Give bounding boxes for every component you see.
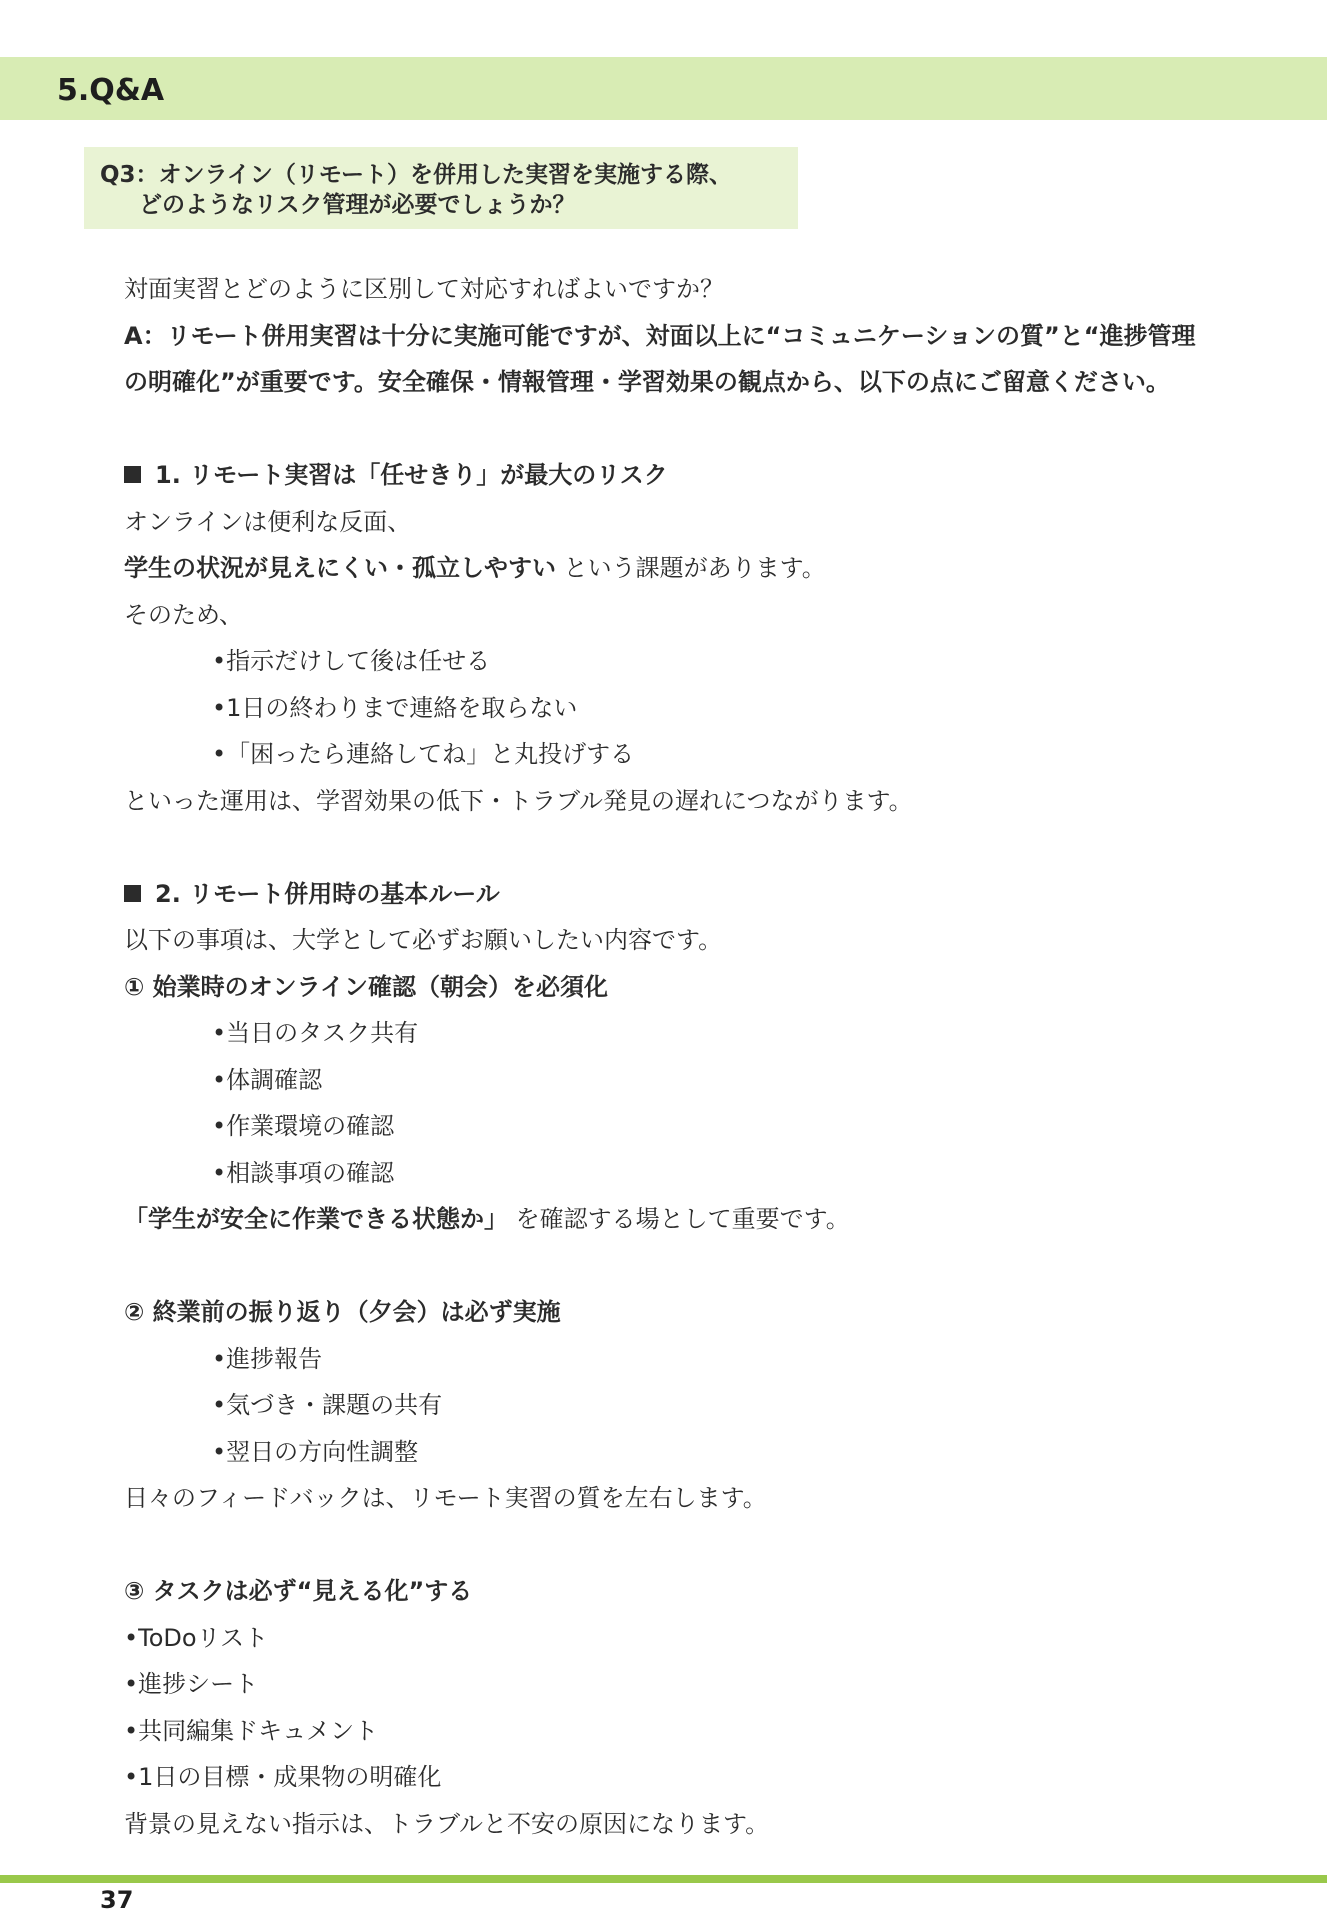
section1-bullet: •1日の終わりまで連絡を取らない [212,694,578,722]
section2-heading: 2. リモート併用時の基本ルール [124,878,500,910]
answer-line-2: の明確化”が重要です。安全確保・情報管理・学習効果の観点から、以下の点にご留意ください。 [124,368,1170,396]
square-bullet-icon [124,466,141,483]
rule2-note: 日々のフィードバックは、リモート実習の質を左右します。 [124,1484,767,1512]
question-line-1: Q3：オンライン（リモート）を併用した実習を実施する際、 [100,162,732,188]
section1-paragraph-1: オンラインは便利な反面、 [124,508,412,536]
section-header-band [0,57,1327,120]
section1-paragraph-3: そのため、 [124,601,244,629]
section1-heading: 1. リモート実習は「任せきり」が最大のリスク [124,459,668,491]
rule2-bullet: •気づき・課題の共有 [212,1391,443,1419]
rule3-bullet: •1日の目標・成果物の明確化 [124,1763,442,1791]
rule3-bullet: •共同編集ドキュメント [124,1717,379,1745]
rule2-title: ② 終業前の振り返り（夕会）は必ず実施 [124,1298,561,1326]
question-line-2: どのようなリスク管理が必要でしょうか？ [139,192,576,218]
section1-bullet: •指示だけして後は任せる [212,647,491,675]
intro-question: 対面実習とどのように区別して対応すればよいですか？ [124,275,724,303]
answer-line-1: A：リモート併用実習は十分に実施可能ですが、対面以上に“コミュニケーションの質”と“進捗管理 [124,322,1196,350]
footer-divider [0,1875,1327,1883]
section2-intro: 以下の事項は、大学として必ずお願いしたい内容です。 [124,926,723,954]
rule1-bullet: •当日のタスク共有 [212,1019,419,1047]
rule1-note: 「学生が安全に作業できる状態か」 を確認する場として重要です。 [124,1205,850,1233]
rule2-bullet: •進捗報告 [212,1345,323,1373]
section-title: 5.Q&A [57,73,165,108]
rule1-title: ① 始業時のオンライン確認（朝会）を必須化 [124,973,608,1001]
rule2-bullet: •翌日の方向性調整 [212,1438,419,1466]
rule1-bullet: •体調確認 [212,1066,323,1094]
rule3-bullet: •ToDoリスト [124,1624,269,1652]
rule3-bullet: •進捗シート [124,1670,259,1698]
square-bullet-icon [124,885,141,902]
section1-paragraph-4: といった運用は、学習効果の低下・トラブル発見の遅れにつながります。 [124,787,913,815]
section1-paragraph-2: 学生の状況が見えにくい・孤立しやすい という課題があります。 [124,554,826,582]
rule1-bullet: •作業環境の確認 [212,1112,395,1140]
section1-bullet: •「困ったら連絡してね」と丸投げする [212,740,635,768]
rule3-note: 背景の見えない指示は、トラブルと不安の原因になります。 [124,1810,770,1838]
rule3-title: ③ タスクは必ず“見える化”する [124,1577,473,1605]
page-number: 37 [100,1886,134,1914]
rule1-bullet: •相談事項の確認 [212,1159,395,1187]
